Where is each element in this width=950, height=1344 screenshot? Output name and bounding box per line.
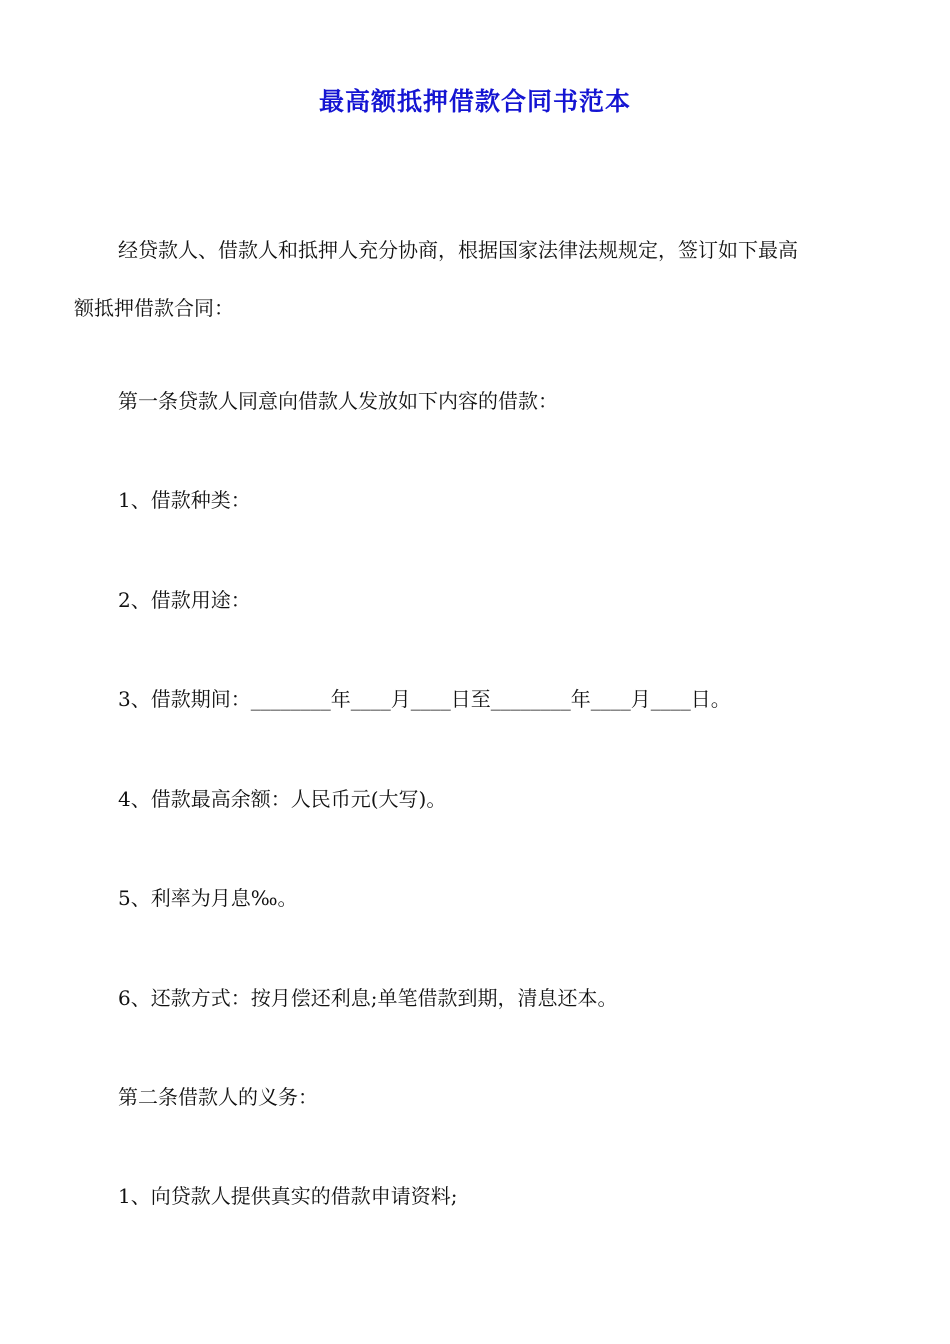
list-item-loan-purpose: 2、借款用途：: [118, 588, 251, 612]
intro-line-2: 额抵押借款合同：: [74, 296, 234, 320]
intro-line-1: 经贷款人、借款人和抵押人充分协商，根据国家法律法规规定，签订如下最高: [118, 238, 798, 262]
list-item-interest-rate: 5、利率为月息‰。: [118, 886, 298, 910]
list-item-borrower-duty-1: 1、向贷款人提供真实的借款申请资料;: [118, 1184, 458, 1208]
list-item-loan-type: 1、借款种类：: [118, 488, 251, 512]
list-item-repayment: 6、还款方式：按月偿还利息;单笔借款到期，清息还本。: [118, 986, 618, 1010]
intro-paragraph: [74, 240, 884, 318]
list-item-loan-period: 3、借款期间：________年____月____日至________年____月____日。: [118, 687, 731, 711]
list-item-max-balance: 4、借款最高余额：人民币元(大写)。: [118, 787, 447, 811]
document-title: 最高额抵押借款合同书范本: [318, 87, 631, 116]
article-1-heading: 第一条贷款人同意向借款人发放如下内容的借款：: [118, 389, 558, 413]
article-2-heading: 第二条借款人的义务：: [118, 1085, 318, 1109]
